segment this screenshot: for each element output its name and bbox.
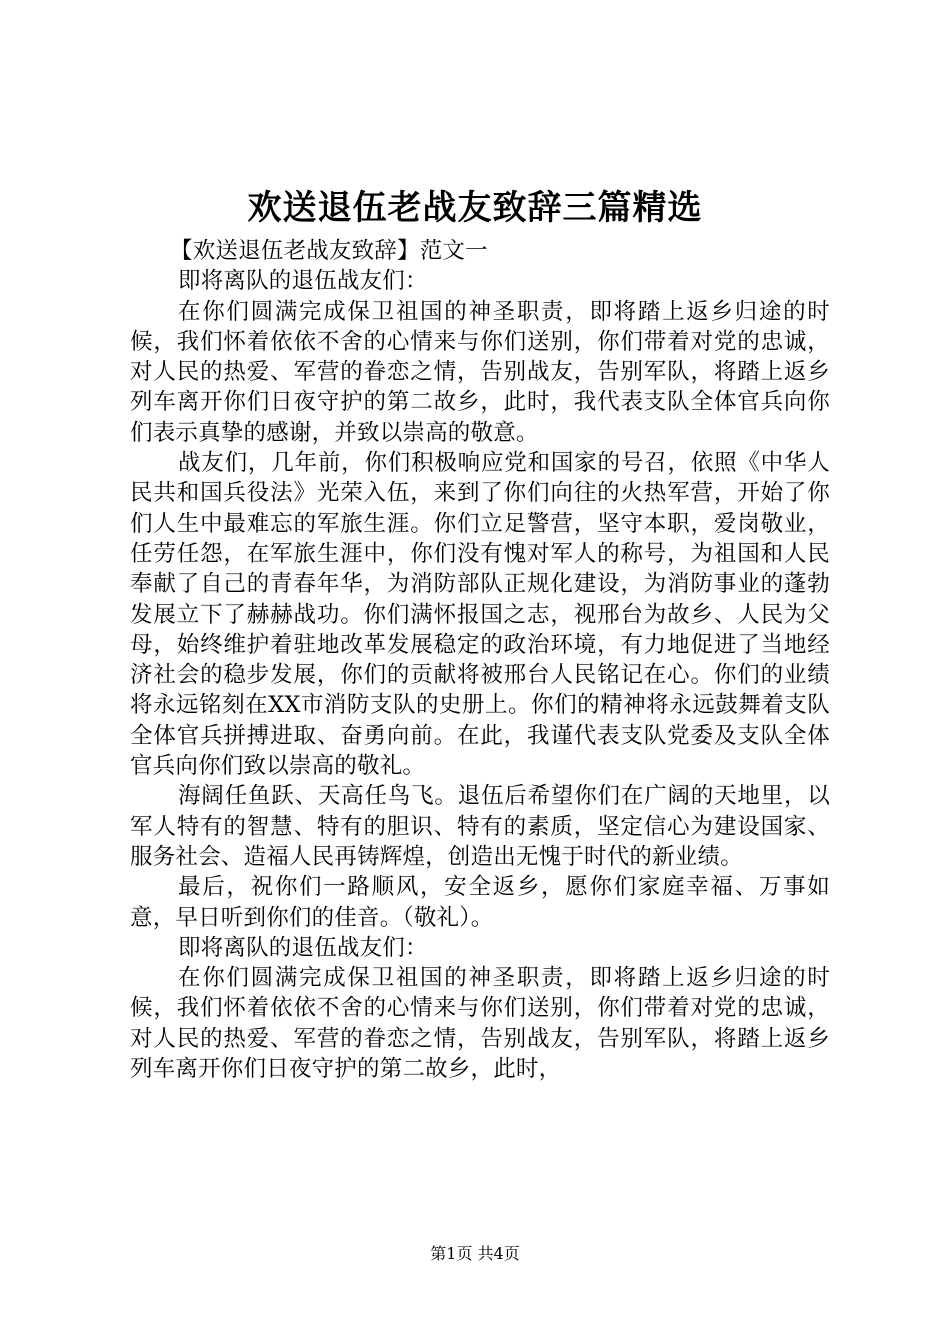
body-paragraph: 在你们圆满完成保卫祖国的神圣职责，即将踏上返乡归途的时候，我们怀着依依不舍的心情来与你们送别，你们带着对党的忠诚，对人民的热爱、军营的眷恋之情，告别战友，告别军队，将踏上返乡列车离开你们日夜守护的第二故乡，此时，我代表支队全体官兵向你们表示真挚的感谢，并致以崇高的敬意。 (130, 298, 830, 446)
salutation: 即将离队的退伍战友们： (178, 268, 428, 295)
body-paragraph: 战友们，几年前，你们积极响应党和国家的号召，依照《中华人民共和国兵役法》光荣入伍，来到了你们向往的火热军营，开始了你们人生中最难忘的军旅生涯。你们立足警营，坚守本职，爱岗敬业，任劳任怨，在军旅生涯中，你们没有愧对军人的称号，为祖国和人民奉献了自己的青春年华，为消防部队正规化建设，为消防事业的蓬勃发展立下了赫赫战功。你们满怀报国之志，视邢台为故乡、人民为父母，始终维护着驻地改革发展稳定的政治环境，有力地促进了当地经济社会的稳步发展，你们的贡献将被邢台人民铭记在心。你们的业绩将永远铭刻在XX市消防支队的史册上。你们的精神将永远鼓舞着支队全体官兵拼搏进取、奋勇向前。在此，我谨代表支队党委及支队全体官兵向你们致以崇高的敬礼。 (130, 450, 830, 780)
document-title: 欢送退伍老战友致辞三篇精选 (247, 188, 703, 228)
body-paragraph: 在你们圆满完成保卫祖国的神圣职责，即将踏上返乡归途的时候，我们怀着依依不舍的心情来与你们送别，你们带着对党的忠诚，对人民的热爱、军营的眷恋之情，告别战友，告别军队，将踏上返乡列车离开你们日夜守护的第二故乡，此时， (130, 965, 830, 1083)
body-paragraph: 最后，祝你们一路顺风，安全返乡，愿你们家庭幸福、万事如意，早日听到你们的佳音。（敬礼）。 (130, 874, 830, 931)
document-body (130, 236, 830, 1084)
body-paragraph: 海阔任鱼跃、天高任鸟飞。退伍后希望你们在广阔的天地里，以军人特有的智慧、特有的胆识、特有的素质，坚定信心为建设国家、服务社会、造福人民再铸辉煌，创造出无愧于时代的新业绩。 (130, 783, 830, 870)
section-heading: 【欢送退伍老战友致辞】范文一 (170, 238, 488, 264)
salutation: 即将离队的退伍战友们： (178, 934, 428, 961)
page-footer: 第1页 共4页 (430, 1244, 520, 1263)
